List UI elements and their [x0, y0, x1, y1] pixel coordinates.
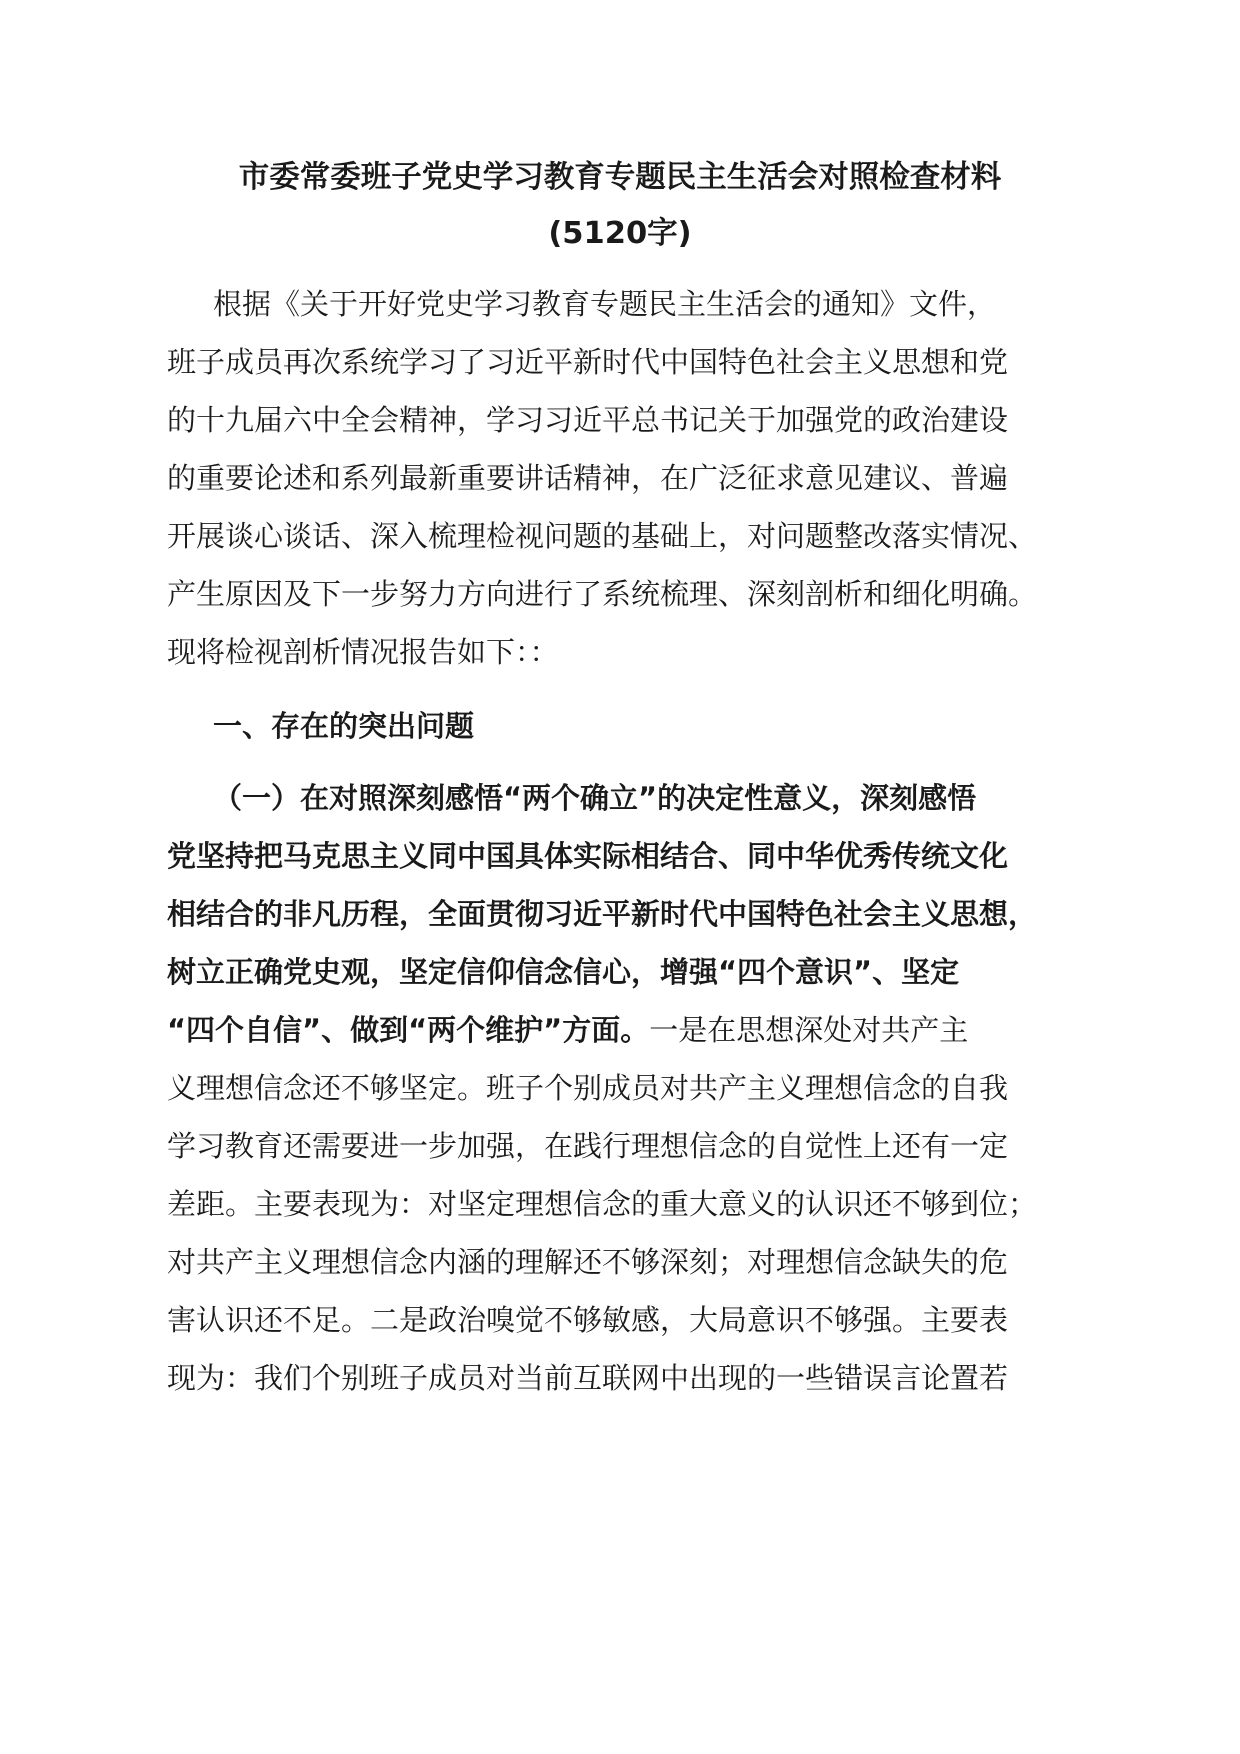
mixed-line [167, 1010, 968, 1050]
subsection-line: 树立正确党史观，坚定信仰信念信心，增强“四个意识”、坚定 [167, 955, 960, 989]
section-heading: 一、存在的突出问题 [213, 709, 475, 743]
body-line: 对共产主义理想信念内涵的理解还不够深刻；对理想信念缺失的危 [167, 1245, 1009, 1279]
subsection-line-end: “四个自信”、做到“两个维护”方面。 [167, 1013, 650, 1047]
body-line: 害认识还不足。二是政治嗅觉不够敏感，大局意识不够强。主要表 [167, 1303, 1009, 1337]
subsection-line: 相结合的非凡历程，全面贯彻习近平新时代中国特色社会主义思想， [167, 897, 1038, 931]
intro-line: 班子成员再次系统学习了习近平新时代中国特色社会主义思想和党 [167, 345, 1009, 379]
body-line: 学习教育还需要进一步加强，在践行理想信念的自觉性上还有一定 [167, 1129, 1009, 1163]
body-line: 差距。主要表现为：对坚定理想信念的重大意义的认识还不够到位； [167, 1187, 1038, 1221]
subsection-line: （一）在对照深刻感悟“两个确立”的决定性意义，深刻感悟 [213, 781, 977, 815]
document-title-wordcount: (5120字) [548, 216, 692, 251]
body-line-start: 一是在思想深处对共产主 [649, 1013, 969, 1047]
intro-line: 的重要论述和系列最新重要讲话精神，在广泛征求意见建议、普遍 [167, 461, 1009, 495]
subsection-line: 党坚持把马克思主义同中国具体实际相结合、同中华优秀传统文化 [167, 839, 1009, 873]
body-line: 现为：我们个别班子成员对当前互联网中出现的一些错误言论置若 [167, 1361, 1009, 1395]
intro-line: 开展谈心谈话、深入梳理检视问题的基础上，对问题整改落实情况、 [167, 519, 1038, 553]
document-title: 市委常委班子党史学习教育专题民主生活会对照检查材料 [238, 160, 1002, 195]
intro-line: 根据《关于开好党史学习教育专题民主生活会的通知》文件， [213, 287, 997, 321]
intro-line: 的十九届六中全会精神，学习习近平总书记关于加强党的政治建设 [167, 403, 1009, 437]
intro-line: 产生原因及下一步努力方向进行了系统梳理、深刻剖析和细化明确。 [167, 577, 1038, 611]
body-line: 义理想信念还不够坚定。班子个别成员对共产主义理想信念的自我 [167, 1071, 1009, 1105]
intro-line: 现将检视剖析情况报告如下：： [167, 635, 559, 669]
